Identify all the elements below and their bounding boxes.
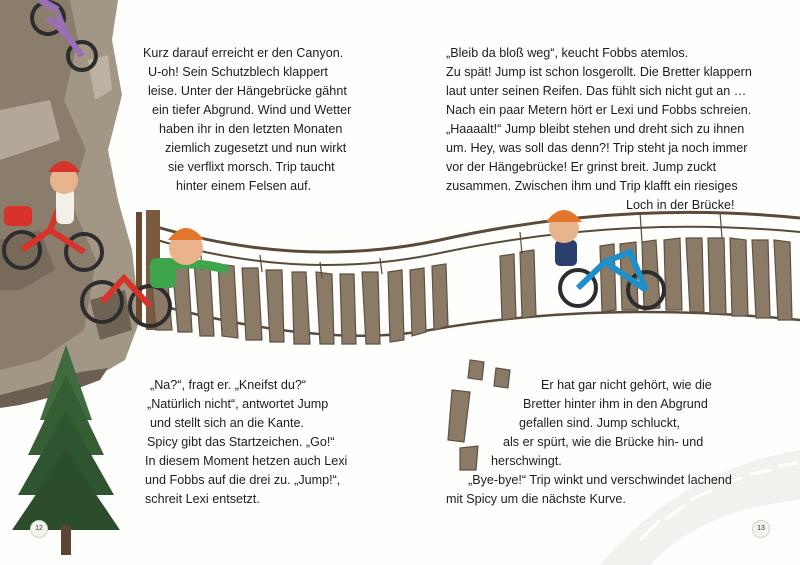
text-line: als er spürt, wie die Brücke hin- und <box>503 435 704 449</box>
text-line: schreit Lexi entsetzt. <box>145 492 260 506</box>
text-line: Loch in der Brücke! <box>626 198 735 212</box>
text-line: zusammen. Zwischen ihm und Trip klafft ein riesiges <box>446 179 738 193</box>
text-line: Spicy gibt das Startzeichen. „Go!“ <box>147 435 335 449</box>
text-line: vor der Hängebrücke! Er grinst breit. Jump zuckt <box>446 160 717 174</box>
text-line: „Bleib da bloß weg“, keucht Fobbs atemlos. <box>446 46 689 60</box>
text-line: Bretter hinter ihm in den Abgrund <box>523 397 708 411</box>
text-line: Nach ein paar Metern hört er Lexi und Fobbs schreien. <box>446 103 752 117</box>
text-line: Kurz darauf erreicht er den Canyon. <box>143 46 344 60</box>
page-number-left: 12 <box>30 520 48 538</box>
text-line: „Na?“, fragt er. „Kneifst du?“ <box>150 378 307 392</box>
text-line: um. Hey, was soll das denn?! Trip steht ja noch immer <box>446 141 748 155</box>
text-line: „Natürlich nicht“, antwortet Jump <box>147 397 329 411</box>
text-line: herschwingt. <box>491 454 562 468</box>
text-line: und stellt sich an die Kante. <box>150 416 305 430</box>
text-line: laut unter seinen Reifen. Das fühlt sich nicht gut an … <box>446 84 747 98</box>
text-line: gefallen sind. Jump schluckt, <box>519 416 681 430</box>
text-line: ein tiefer Abgrund. Wind und Wetter <box>152 103 352 117</box>
text-line: ziemlich zugesetzt und nun wirkt <box>165 141 347 155</box>
page-number-right: 13 <box>752 520 770 538</box>
text-line: Er hat gar nicht gehört, wie die <box>541 378 712 392</box>
text-line: sie verflixt morsch. Trip taucht <box>168 160 335 174</box>
text-line: hinter einem Felsen auf. <box>176 179 312 193</box>
text-line: leise. Unter der Hängebrücke gähnt <box>148 84 347 98</box>
text-line: In diesem Moment hetzen auch Lexi <box>145 454 348 468</box>
text-line: „Bye-bye!“ Trip winkt und verschwindet lachend <box>468 473 732 487</box>
suspension-bridge-icon <box>136 210 800 344</box>
text-line: Zu spät! Jump ist schon losgerollt. Die Bretter klappern <box>446 65 752 79</box>
text-line: „Haaaalt!“ Jump bleibt stehen und dreht sich zu ihnen <box>446 122 745 136</box>
text-line: mit Spicy um die nächste Kurve. <box>446 492 626 506</box>
tire-track-icon <box>600 450 800 565</box>
text-line: U-oh! Sein Schutzblech klappert <box>148 65 328 79</box>
text-line: haben ihr in den letzten Monaten <box>159 122 343 136</box>
text-line: und Fobbs auf die drei zu. „Jump!“, <box>145 473 341 487</box>
